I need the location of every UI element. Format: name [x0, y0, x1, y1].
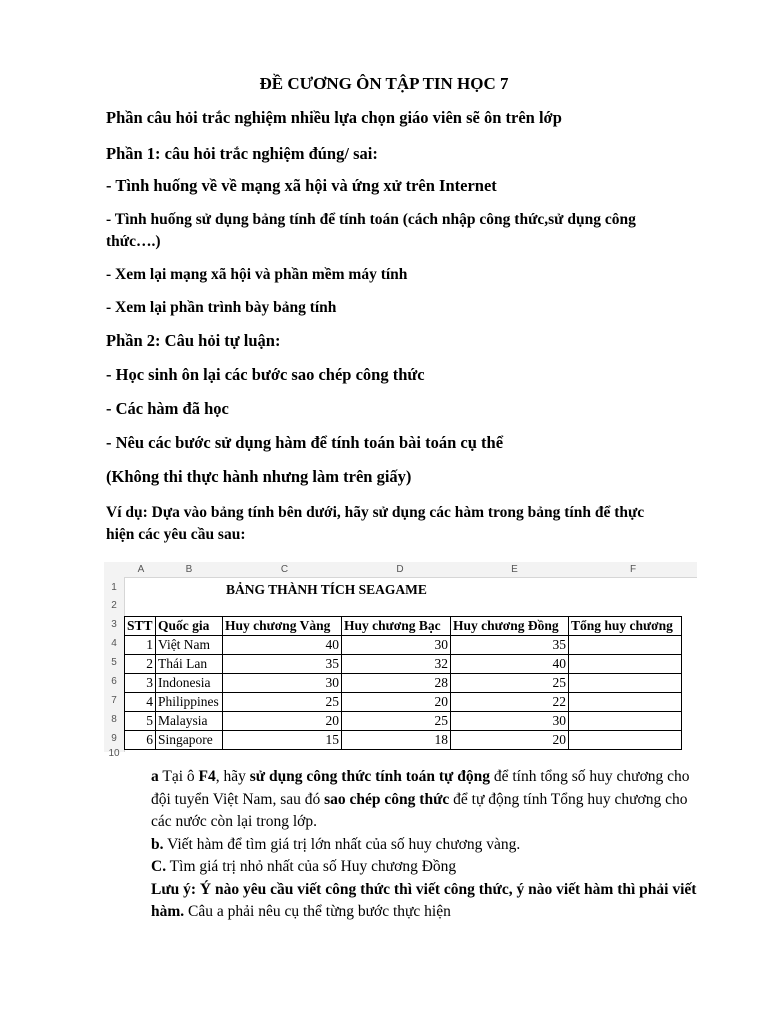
row-header: 4 — [111, 638, 117, 649]
table-cell: 25 — [223, 693, 342, 712]
table-cell: 1 — [125, 636, 156, 655]
table-cell — [569, 712, 682, 731]
table-cell — [569, 731, 682, 750]
example-line — [106, 502, 686, 524]
spreadsheet-screenshot — [104, 562, 697, 759]
table-header-cell: Quốc gia — [156, 617, 223, 636]
row-header: 6 — [111, 676, 117, 687]
table-row — [125, 731, 682, 750]
task-a-text: Tại ô — [158, 768, 199, 785]
example-label: Ví dụ: — [106, 504, 148, 521]
part2-item: - Học sinh ôn lại các bước sao chép công thức — [106, 365, 425, 384]
table-cell — [569, 693, 682, 712]
table-header-cell: Huy chương Vàng — [223, 617, 342, 636]
task-a-emphasis: sao chép công thức — [324, 790, 450, 808]
part2-item: - Các hàm đã học — [106, 399, 229, 418]
table-cell: Malaysia — [156, 712, 223, 731]
table-cell: 25 — [451, 674, 569, 693]
table-cell: 20 — [342, 693, 451, 712]
table-cell: 2 — [125, 655, 156, 674]
table-cell — [569, 636, 682, 655]
table-cell: 22 — [451, 693, 569, 712]
table-cell: Philippines — [156, 693, 223, 712]
task-a-text: , hãy — [215, 768, 250, 785]
note-emphasis: Lưu ý: Ý nào yêu cầu viết công thức thì viết công thức, ý nào viết hàm thì phải viết hàm. — [151, 880, 697, 920]
table-cell: 3 — [125, 674, 156, 693]
task-a-cell: F4 — [198, 768, 216, 785]
task-a-label: a — [151, 768, 159, 785]
task-b-text: Viết hàm để tìm giá trị lớn nhất của số huy chương vàng. — [163, 835, 521, 853]
table-cell: Việt Nam — [156, 636, 223, 655]
table-cell: 35 — [223, 655, 342, 674]
table-cell: 15 — [223, 731, 342, 750]
sheet-title: BẢNG THÀNH TÍCH SEAGAME — [226, 582, 427, 597]
task-list — [151, 766, 711, 924]
row-header: 10 — [108, 748, 120, 759]
task-a-text: để tự động tính Tổng huy chương cho các nước còn lại trong lớp. — [151, 790, 688, 830]
task-b — [151, 834, 711, 857]
note-text: Câu a phải nêu cụ thể từng bước thực hiện — [184, 903, 451, 920]
table-cell: 20 — [223, 712, 342, 731]
table-cell: 30 — [451, 712, 569, 731]
row-header: 8 — [111, 714, 117, 725]
table-cell: 40 — [223, 636, 342, 655]
table-header-cell: Tổng huy chương — [569, 617, 682, 636]
table-header-cell: Huy chương Bạc — [342, 617, 451, 636]
table-row — [125, 636, 682, 655]
column-header: A — [137, 564, 145, 575]
part1-item: - Tình huống sử dụng bảng tính để tính toán (cách nhập công thức,sử dụng công — [106, 211, 636, 228]
row-header: 2 — [111, 600, 117, 611]
table-cell: Singapore — [156, 731, 223, 750]
row-header: 7 — [111, 695, 117, 706]
part1-item: - Xem lại mạng xã hội và phần mềm máy tính — [106, 266, 408, 283]
column-header: B — [185, 564, 193, 575]
table-row — [125, 712, 682, 731]
task-b-label: b. — [151, 835, 164, 853]
part1-heading: Phần 1: câu hỏi trắc nghiệm đúng/ sai: — [106, 144, 378, 163]
table-cell: 35 — [451, 636, 569, 655]
task-note — [151, 879, 711, 924]
table-cell: 30 — [342, 636, 451, 655]
task-a — [151, 766, 711, 834]
table-row — [125, 655, 682, 674]
table-row — [125, 674, 682, 693]
section-intro: Phần câu hỏi trắc nghiệm nhiều lựa chọn giáo viên sẽ ôn trên lớp — [106, 108, 562, 127]
table-header-cell: Huy chương Đồng — [451, 617, 569, 636]
task-c-text: Tìm giá trị nhỏ nhất của số Huy chương Đồng — [166, 858, 457, 875]
row-header: 9 — [111, 733, 117, 744]
part1-item: - Xem lại phần trình bày bảng tính — [106, 299, 337, 316]
row-header: 3 — [111, 619, 117, 630]
table-cell: 28 — [342, 674, 451, 693]
task-c-label: C. — [151, 858, 167, 875]
table-header-cell: STT — [125, 617, 156, 636]
table-cell — [569, 674, 682, 693]
document-title: ĐỀ CƯƠNG ÔN TẬP TIN HỌC 7 — [259, 74, 509, 93]
exam-note: (Không thi thực hành nhưng làm trên giấy) — [106, 467, 412, 486]
table-cell: 40 — [451, 655, 569, 674]
column-header-bar — [104, 562, 697, 578]
task-a-text: để tính tổng số huy chương cho đội tuyển Việt Nam, sau đó — [151, 768, 690, 808]
column-header: D — [396, 564, 404, 575]
task-a-emphasis: sử dụng công thức tính toán tự động — [249, 768, 490, 785]
table-cell — [569, 655, 682, 674]
table-row — [125, 693, 682, 712]
table-cell: 25 — [342, 712, 451, 731]
part2-item: - Nêu các bước sử dụng hàm để tính toán bài toán cụ thể — [106, 433, 504, 452]
task-c — [151, 856, 711, 879]
table-header-row — [125, 617, 682, 636]
table-cell: Thái Lan — [156, 655, 223, 674]
part2-heading: Phần 2: Câu hỏi tự luận: — [106, 331, 281, 350]
row-header: 5 — [111, 657, 117, 668]
example-text: Dựa vào bảng tính bên dưới, hãy sử dụng các hàm trong bảng tính để thực — [147, 504, 645, 521]
part1-item-cont: thức….) — [106, 233, 161, 250]
table-cell: 18 — [342, 731, 451, 750]
table-cell: 32 — [342, 655, 451, 674]
column-header: E — [511, 564, 518, 575]
medal-table — [124, 616, 682, 750]
row-header-bar — [104, 577, 125, 759]
table-cell: 6 — [125, 731, 156, 750]
part1-item: - Tình huống về về mạng xã hội và ứng xử trên Internet — [106, 176, 497, 195]
column-header: C — [280, 564, 289, 575]
table-cell: 20 — [451, 731, 569, 750]
example-line-cont: hiện các yêu cầu sau: — [106, 526, 246, 543]
row-header: 1 — [111, 582, 117, 593]
column-header: F — [629, 564, 637, 575]
table-cell: Indonesia — [156, 674, 223, 693]
table-cell: 5 — [125, 712, 156, 731]
table-cell: 30 — [223, 674, 342, 693]
table-cell: 4 — [125, 693, 156, 712]
